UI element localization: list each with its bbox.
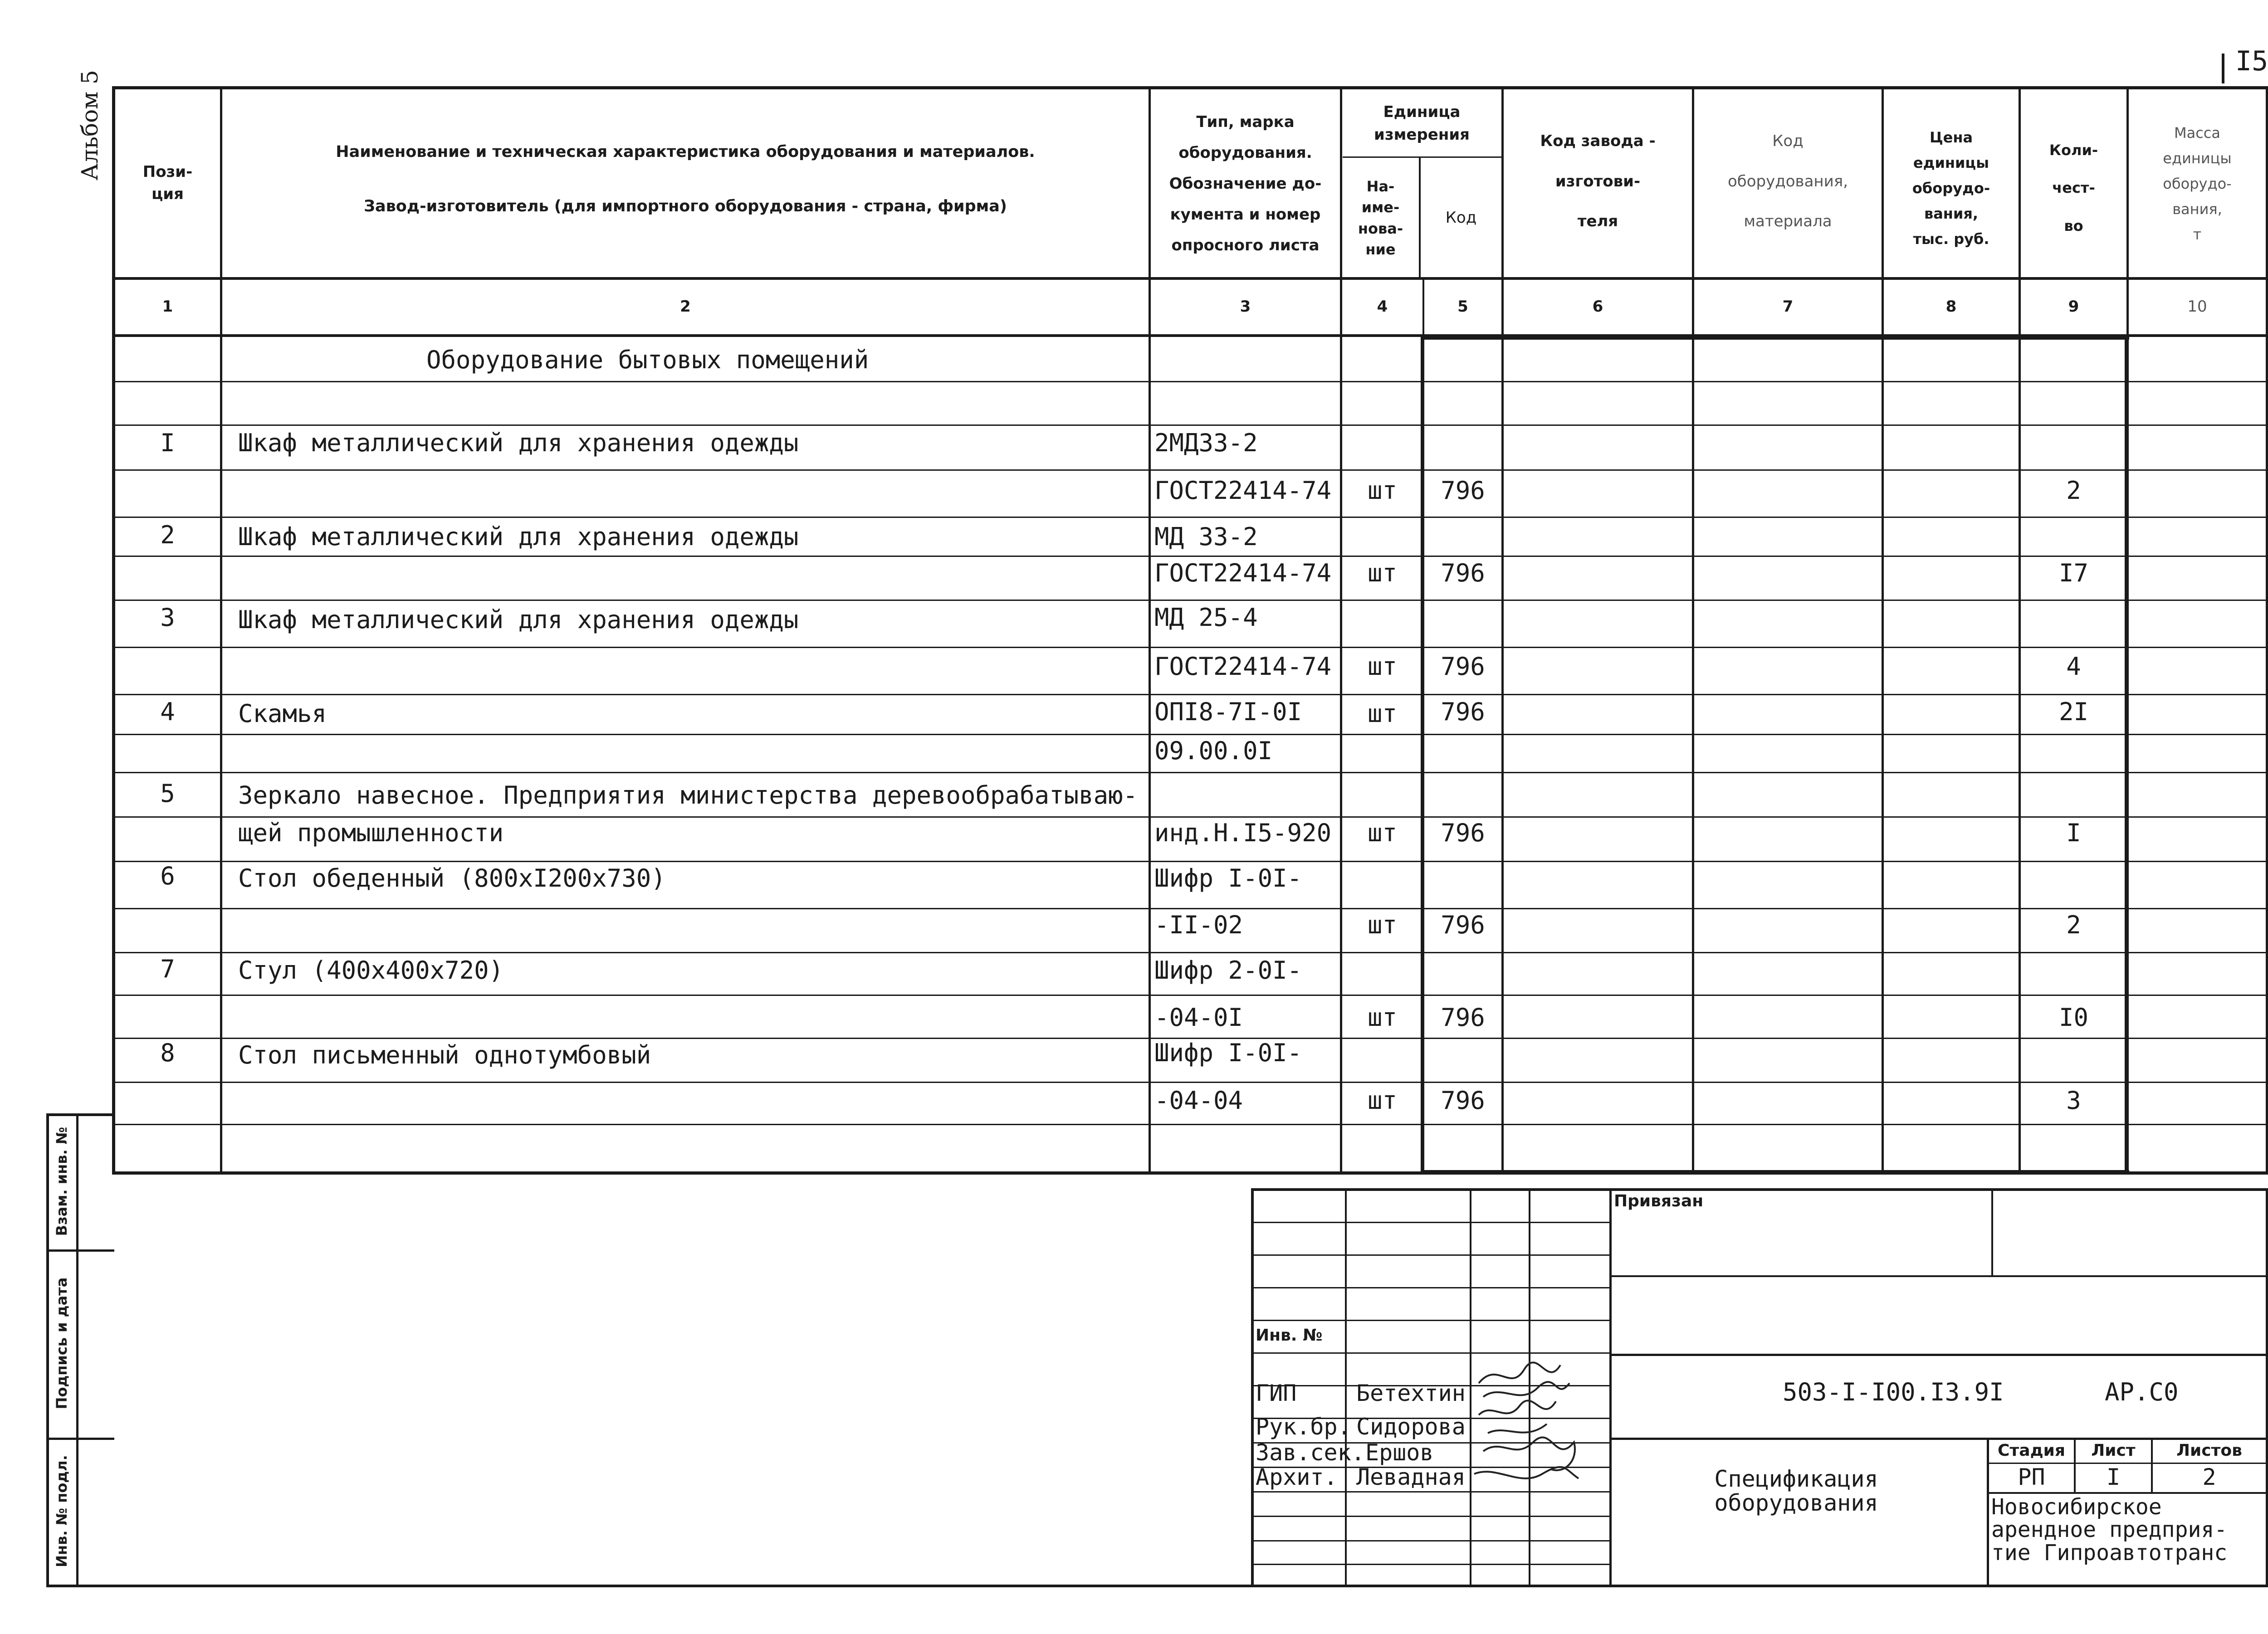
- colnum-9: 9: [2068, 298, 2079, 316]
- row-code: 796: [1441, 819, 1485, 847]
- header-unit-code: Код: [1445, 208, 1477, 227]
- colnum-10: 10: [2187, 298, 2207, 316]
- colnum-6: 6: [1592, 298, 1603, 316]
- row-pos: 2: [160, 521, 175, 549]
- row-unit: шт: [1367, 699, 1398, 728]
- colnum-7: 7: [1782, 298, 1794, 316]
- sign-name: Ершов: [1365, 1439, 1434, 1466]
- stage-value: РП: [2018, 1464, 2045, 1490]
- sign-name: Бетехтин: [1356, 1380, 1466, 1406]
- row-type: 09.00.0I: [1154, 737, 1273, 765]
- row-name: Шкаф металлический для хранения одежды: [238, 522, 799, 551]
- header-name-line1: Наименование и техническая характеристика оборудования и материалов.: [336, 142, 1035, 161]
- row-name: Шкаф металлический для хранения одежды: [238, 605, 799, 634]
- colnum-1: 1: [162, 298, 173, 316]
- row-code: 796: [1441, 476, 1485, 505]
- header-position: Пози- ция: [142, 162, 193, 203]
- sign-role: Архит.: [1256, 1464, 1338, 1490]
- row-unit: шт: [1367, 911, 1398, 939]
- row-type: инд.Н.I5-920: [1154, 819, 1332, 847]
- row-type: -04-0I: [1154, 1003, 1243, 1032]
- row-code: 796: [1441, 1003, 1485, 1032]
- row-qty: 3: [2066, 1086, 2081, 1115]
- colnum-3: 3: [1240, 298, 1251, 316]
- row-type: ГОСТ22414-74: [1154, 476, 1332, 505]
- sheets-label: Листов: [2176, 1441, 2242, 1460]
- sign-role: Зав.сек.: [1256, 1439, 1365, 1466]
- signatures-scribble: [1470, 1356, 1588, 1492]
- row-unit: шт: [1367, 1086, 1398, 1115]
- row-unit: шт: [1367, 1003, 1398, 1032]
- row-type: 2МД33-2: [1154, 429, 1258, 457]
- stamp-inv-podl: Инв. № подл.: [53, 1455, 70, 1567]
- doc-code: 503-I-I00.I3.9I: [1783, 1378, 2004, 1406]
- header-unit-name: На- име- нова- ние: [1358, 177, 1403, 258]
- row-type: ГОСТ22414-74: [1154, 652, 1332, 681]
- row-code: 796: [1441, 911, 1485, 939]
- row-pos: 6: [160, 862, 175, 890]
- row-type: -04-04: [1154, 1086, 1243, 1115]
- row-qty: 2: [2066, 911, 2081, 939]
- row-type: МД 25-4: [1154, 603, 1258, 632]
- organization: Новосибирское арендное предприя- тие Гипроавтотранс: [1991, 1494, 2228, 1566]
- header-type: Тип, марка оборудования. Обозначение до- кумента и номер опросного листа: [1169, 113, 1322, 254]
- header-quantity: Коли- чест- во: [2049, 141, 2098, 234]
- sign-name: Сидорова: [1356, 1414, 1466, 1440]
- stamp-podpis-data: Подпись и дата: [53, 1277, 70, 1410]
- row-pos: 8: [160, 1039, 175, 1067]
- row-type: Шифр 2-0I-: [1154, 956, 1302, 985]
- header-price: Цена единицы оборудо- вания, тыс. руб.: [1912, 129, 1990, 248]
- row-type: ГОСТ22414-74: [1154, 559, 1332, 587]
- sign-role: Рук.бр.: [1256, 1414, 1351, 1440]
- row-name: щей промышленности: [238, 819, 504, 847]
- colnum-2: 2: [680, 298, 691, 316]
- row-name: Скамья: [238, 699, 327, 728]
- row-type: ОПI8-7I-0I: [1154, 697, 1302, 726]
- row-type: -II-02: [1154, 911, 1243, 939]
- row-pos: 5: [160, 779, 175, 808]
- sheet-value: I: [2106, 1464, 2121, 1490]
- header-equipment-code: Код оборудования, материала: [1727, 132, 1848, 231]
- row-pos: 7: [160, 955, 175, 983]
- row-qty: 2I: [2058, 697, 2089, 726]
- row-name: Зеркало навесное. Предприятия министерства деревообрабатываю-: [238, 781, 1138, 810]
- doc-mark: АР.С0: [2105, 1378, 2179, 1406]
- colnum-5: 5: [1457, 298, 1468, 316]
- header-name-line2: Завод-изготовитель (для импортного оборудования - страна, фирма): [364, 197, 1007, 215]
- row-type: Шифр I-0I-: [1154, 1039, 1302, 1067]
- row-type: МД 33-2: [1154, 522, 1258, 551]
- row-unit: шт: [1367, 476, 1398, 505]
- sheet-label: Лист: [2091, 1441, 2136, 1460]
- sheets-value: 2: [2202, 1464, 2216, 1490]
- row-name: Стул (400х400х720): [238, 956, 504, 985]
- row-code: 796: [1441, 1086, 1485, 1115]
- row-code: 796: [1441, 697, 1485, 726]
- row-qty: 2: [2066, 476, 2081, 505]
- row-qty: I: [2066, 819, 2081, 847]
- inv-no-label: Инв. №: [1256, 1326, 1323, 1345]
- row-qty: I0: [2058, 1003, 2089, 1032]
- row-unit: шт: [1367, 819, 1398, 847]
- row-unit: шт: [1367, 652, 1398, 681]
- colnum-4: 4: [1377, 298, 1388, 316]
- album-label: Альбом 5: [77, 70, 103, 180]
- stamp-vzam-inv: Взам. инв. №: [53, 1127, 70, 1236]
- row-pos: 3: [160, 603, 175, 632]
- colnum-8: 8: [1945, 298, 1957, 316]
- section-title: Оборудование бытовых помещений: [426, 346, 869, 374]
- doc-title: Спецификация оборудования: [1714, 1466, 1878, 1516]
- row-type: Шифр I-0I-: [1154, 864, 1302, 893]
- header-mass: Масса единицы оборудо- вания, т: [2163, 124, 2232, 243]
- row-name: Стол обеденный (800хI200х730): [238, 864, 666, 893]
- row-pos: 4: [160, 697, 175, 726]
- privyazan-label: Привязан: [1614, 1192, 1704, 1210]
- stage-label: Стадия: [1998, 1441, 2065, 1460]
- row-name: Шкаф металлический для хранения одежды: [238, 429, 799, 457]
- row-qty: I7: [2058, 559, 2089, 587]
- sheet-number: I5: [2235, 45, 2268, 77]
- row-name: Стол письменный однотумбовый: [238, 1041, 651, 1069]
- sign-name: Левадная: [1356, 1464, 1466, 1490]
- header-factory-code: Код завода - изготови- теля: [1540, 132, 1656, 231]
- row-unit: шт: [1367, 559, 1398, 587]
- row-code: 796: [1441, 652, 1485, 681]
- sign-role: ГИП: [1256, 1380, 1297, 1406]
- row-code: 796: [1441, 559, 1485, 587]
- row-pos: I: [160, 429, 175, 457]
- row-qty: 4: [2066, 652, 2081, 681]
- header-unit: Единица измерения: [1374, 103, 1470, 144]
